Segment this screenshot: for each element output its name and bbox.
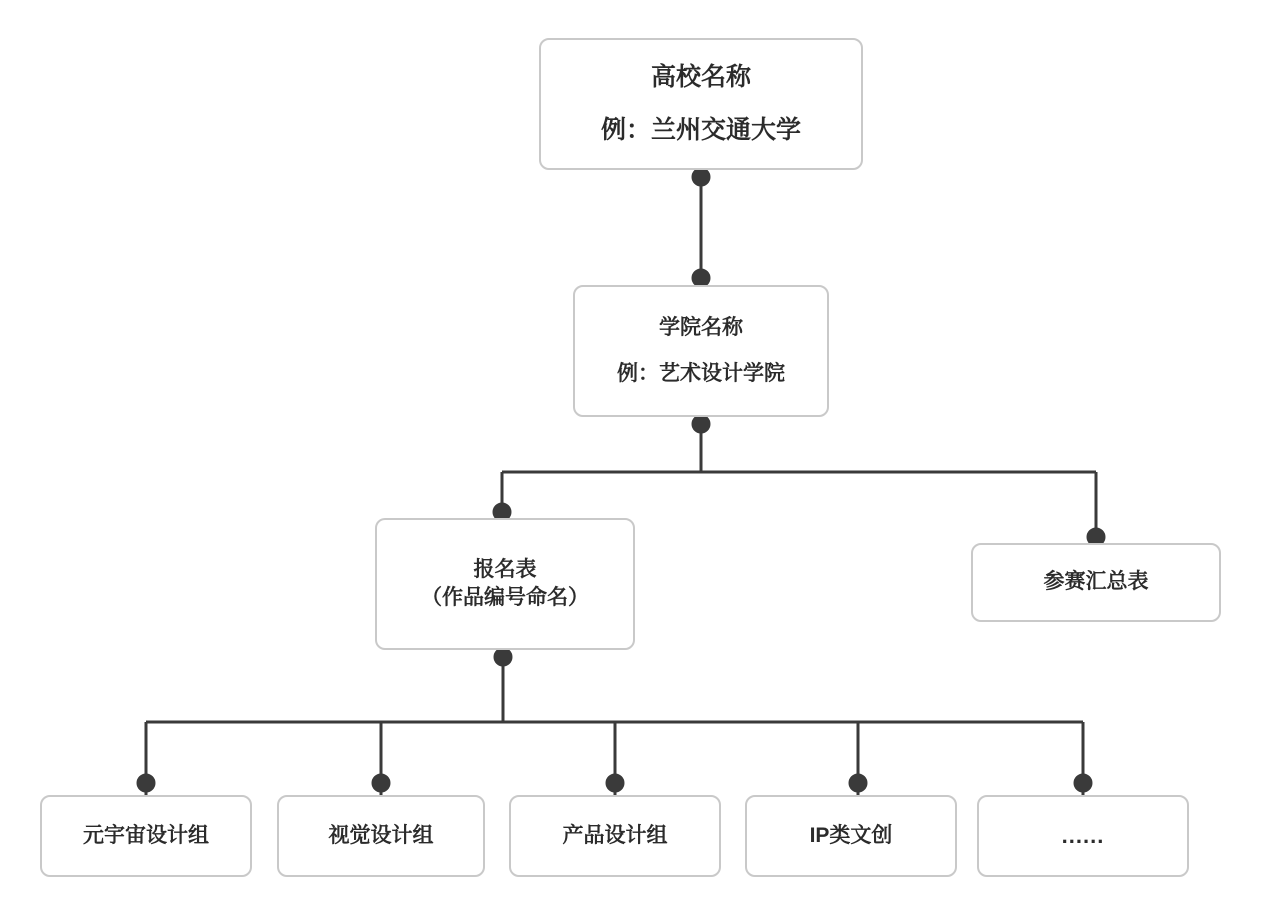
node-group-metaverse-label: 元宇宙设计组 [83,823,209,847]
node-group-product [509,795,721,877]
node-group-product-label: 产品设计组 [562,823,668,847]
edge-dot-leaf-3 [850,775,866,791]
node-college-title: 学院名称 [659,315,743,339]
node-group-visual-label: 视觉设计组 [328,823,434,847]
node-group-ip-cultural-label: IP类文创 [809,823,893,847]
node-university [539,38,863,170]
node-group-visual [277,795,485,877]
edge-dot-college-bottom [693,416,709,432]
edge-dot-form-bottom [495,649,511,665]
edge-dot-leaf-0 [138,775,154,791]
node-summary-table [971,543,1221,622]
edge-dot-leaf-2 [607,775,623,791]
edge-dot-leaf-4 [1075,775,1091,791]
node-group-metaverse [40,795,252,877]
node-registration-form-subtitle: （作品编号命名） [421,586,589,609]
node-summary-table-title: 参赛汇总表 [1043,570,1149,594]
node-registration-form [375,518,635,650]
node-university-example: 例：兰州交通大学 [600,116,801,144]
node-group-more-label: ...... [1061,823,1105,849]
node-college-example: 例：艺术设计学院 [617,362,785,385]
edge-dot-leaf-1 [373,775,389,791]
node-registration-form-title: 报名表 [473,557,537,581]
node-group-more [977,795,1189,877]
node-college [573,285,829,417]
node-university-title: 高校名称 [650,62,751,91]
edge-dot-college-top [693,270,709,286]
edge-dot-university-bottom [693,169,709,185]
node-group-ip-cultural [745,795,957,877]
